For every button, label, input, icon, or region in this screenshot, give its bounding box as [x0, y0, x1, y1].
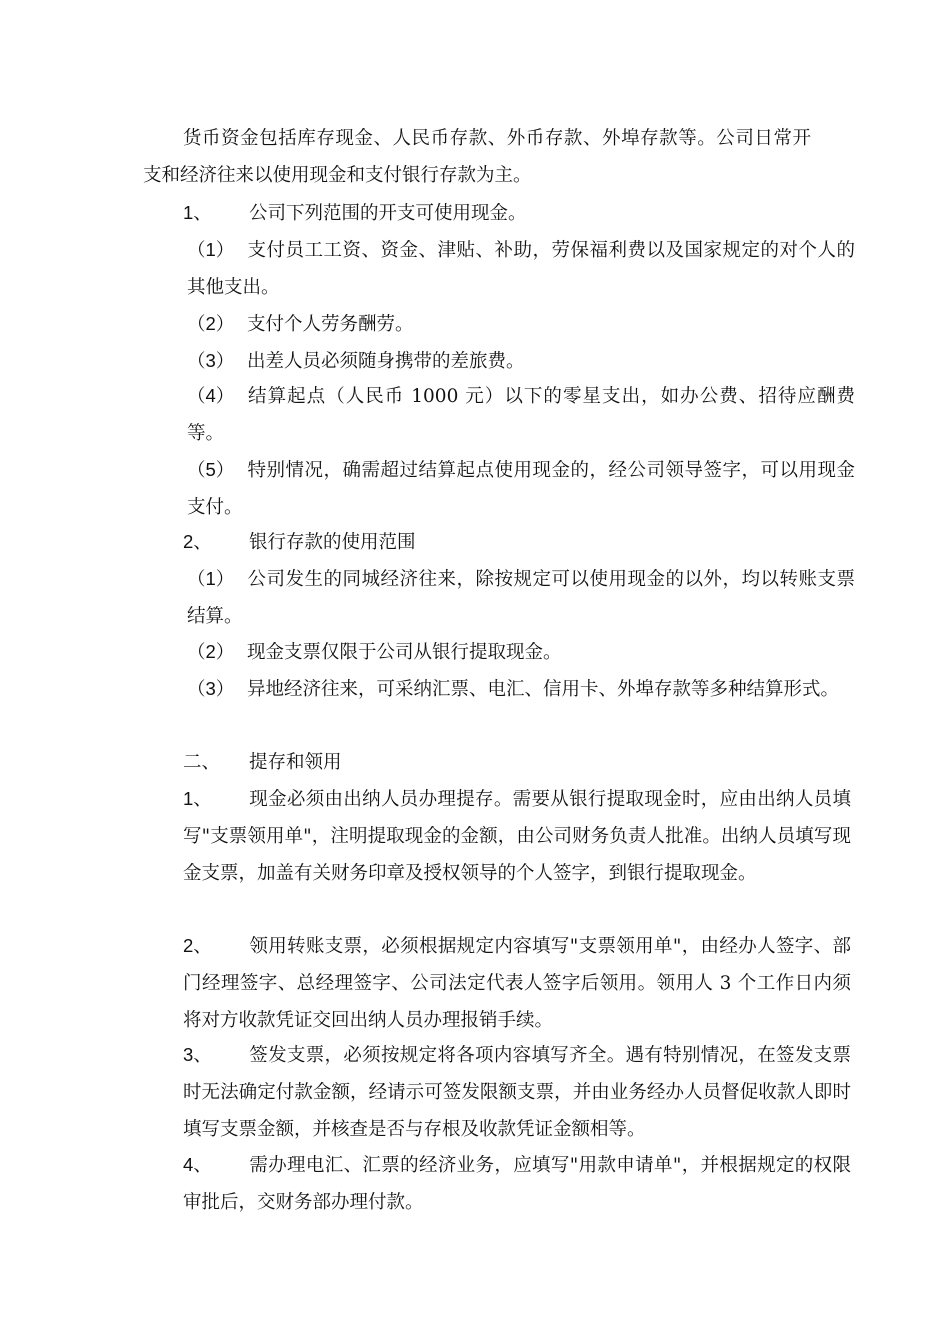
item-number: （3）: [187, 678, 235, 699]
section-number: 二、: [183, 751, 221, 772]
paragraph-text: 银行存款的使用范围: [249, 532, 416, 553]
item-number: 1、: [183, 788, 212, 809]
item-number: （1）: [187, 239, 235, 260]
paragraph-subitem-2-2: [143, 633, 855, 671]
item-number: （4）: [187, 385, 235, 406]
item-number: 2、: [183, 935, 212, 956]
paragraph-text: 出差人员必须随身携带的差旅费。: [247, 351, 525, 372]
paragraph-text: 特别情况，确需超过结算起点使用现金的，经公司领导签字，可以用现金支付。: [187, 460, 855, 518]
paragraph-item-2: [143, 523, 851, 561]
item-number: （1）: [187, 568, 235, 589]
item-number: 4、: [183, 1154, 212, 1175]
paragraph-subitem-1-5: [143, 451, 855, 526]
paragraph-text: 签发支票，必须按规定将各项内容填写齐全。遇有特别情况，在签发支票时无法确定付款金额，经请示可签发限额支票，并由业务经办人员督促收款人即时填写支票金额，并核查是否与存根及收款凭证金额相等。: [183, 1045, 851, 1140]
paragraph-text: 领用转账支票，必须根据规定内容填写"支票领用单"，由经办人签字、部门经理签字、总经理签字、公司法定代表人签字后领用。领用人 3 个工作日内须将对方收款凭证交回出纳人员办理报销手续。: [183, 936, 851, 1031]
item-number: （3）: [187, 350, 235, 371]
item-number: 1、: [183, 202, 212, 223]
paragraph-text: 需办理电汇、汇票的经济业务，应填写"用款申请单"，并根据规定的权限审批后，交财务部办理付款。: [183, 1155, 851, 1213]
paragraph-subitem-2-3: [143, 670, 855, 708]
paragraph-item-1: [143, 194, 851, 232]
paragraph-subitem-1-3: [143, 342, 855, 380]
section-title: 提存和领用: [249, 752, 342, 773]
paragraph-text: 结算起点（人民币 1000 元）以下的零星支出，如办公费、招待应酬费等。: [187, 386, 855, 444]
item-number: 2、: [183, 531, 212, 552]
paragraph-intro: [143, 120, 811, 194]
paragraph-section2-item-3: [143, 1036, 851, 1148]
paragraph-section2-item-4: [143, 1146, 851, 1221]
paragraph-text: 现金支票仅限于公司从银行提取现金。: [247, 642, 562, 663]
paragraph-text: 公司发生的同城经济往来，除按规定可以使用现金的以外，均以转账支票结算。: [187, 569, 855, 627]
item-number: 3、: [183, 1044, 212, 1065]
paragraph-subitem-1-4: [143, 377, 855, 452]
item-number: （2）: [187, 313, 235, 334]
paragraph-subitem-1-1: [143, 231, 855, 306]
paragraph-text: 异地经济往来，可采纳汇票、电汇、信用卡、外埠存款等多种结算形式。: [247, 679, 840, 700]
paragraph-text: 支付员工工资、资金、津贴、补助，劳保福利费以及国家规定的对个人的其他支出。: [187, 240, 855, 298]
paragraph-section2-item-2: [143, 927, 851, 1039]
paragraph-text: 公司下列范围的开支可使用现金。: [249, 203, 527, 224]
section-heading-2: [143, 743, 851, 781]
paragraph-section2-item-1: [143, 780, 851, 892]
paragraph-subitem-2-1: [143, 560, 855, 635]
paragraph-text: 现金必须由出纳人员办理提存。需要从银行提取现金时，应由出纳人员填写"支票领用单"，注明提取现金的金额，由公司财务负责人批准。出纳人员填写现金支票，加盖有关财务印章及授权领导的个人签字，到银行提取现金。: [183, 789, 851, 884]
item-number: （5）: [187, 459, 235, 480]
paragraph-subitem-1-2: [143, 305, 855, 343]
paragraph-text: 支付个人劳务酬劳。: [247, 314, 414, 335]
paragraph-text: 货币资金包括库存现金、人民币存款、外币存款、外埠存款等。公司日常开支和经济往来以使用现金和支付银行存款为主。: [143, 128, 811, 186]
item-number: （2）: [187, 641, 235, 662]
